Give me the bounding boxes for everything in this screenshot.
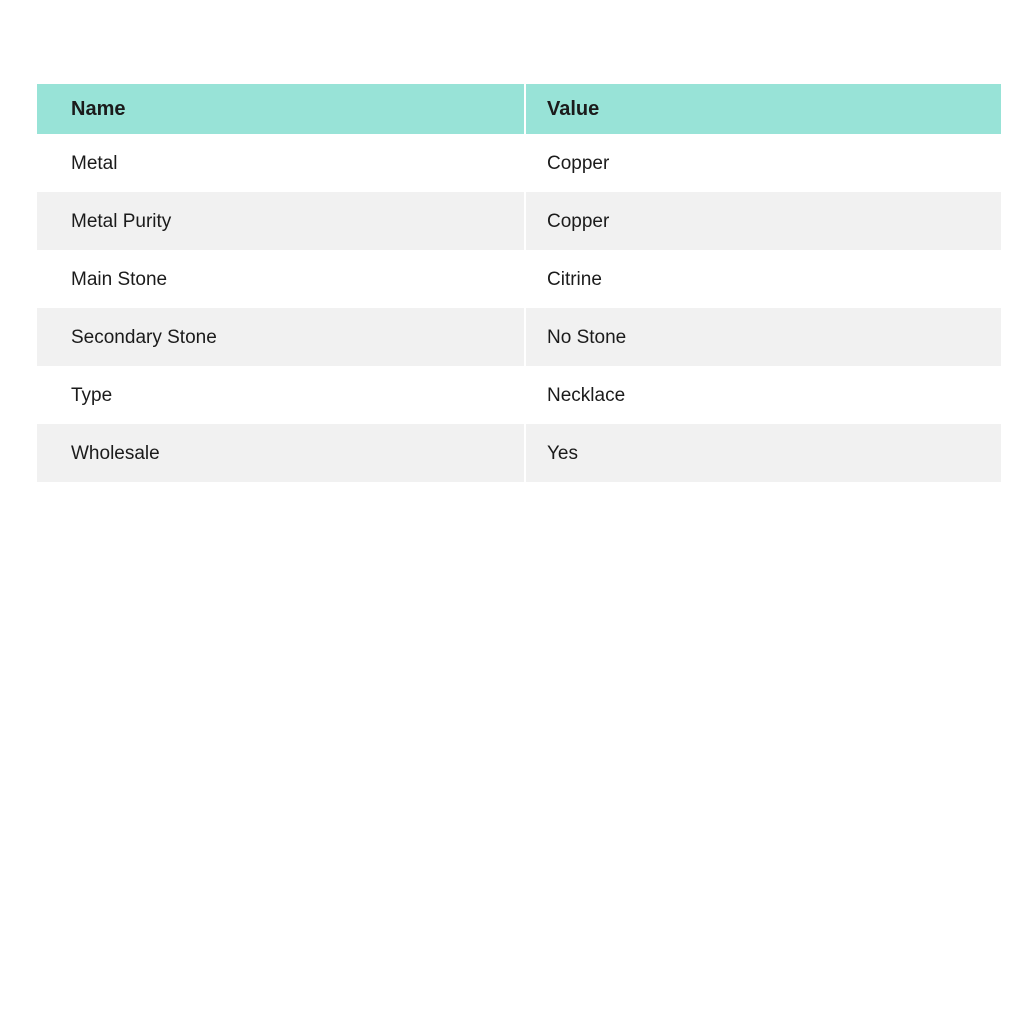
table-row [37, 308, 1001, 366]
table-row [37, 366, 1001, 424]
attribute-value: Yes [526, 424, 1001, 482]
attribute-name: Metal Purity [37, 192, 524, 250]
table-row [37, 134, 1001, 192]
attribute-value: No Stone [526, 308, 1001, 366]
attribute-name: Secondary Stone [37, 308, 524, 366]
attribute-value: Citrine [526, 250, 1001, 308]
attributes-table [37, 84, 1001, 482]
table-row [37, 192, 1001, 250]
attribute-name: Metal [37, 134, 524, 192]
table-row [37, 250, 1001, 308]
attribute-name: Main Stone [37, 250, 524, 308]
table-row [37, 424, 1001, 482]
attribute-name: Wholesale [37, 424, 524, 482]
attribute-value: Copper [526, 192, 1001, 250]
table-header-row [37, 84, 1001, 134]
column-header-name: Name [37, 84, 524, 134]
attribute-name: Type [37, 366, 524, 424]
attribute-value: Copper [526, 134, 1001, 192]
column-header-value: Value [526, 84, 1001, 134]
attribute-value: Necklace [526, 366, 1001, 424]
